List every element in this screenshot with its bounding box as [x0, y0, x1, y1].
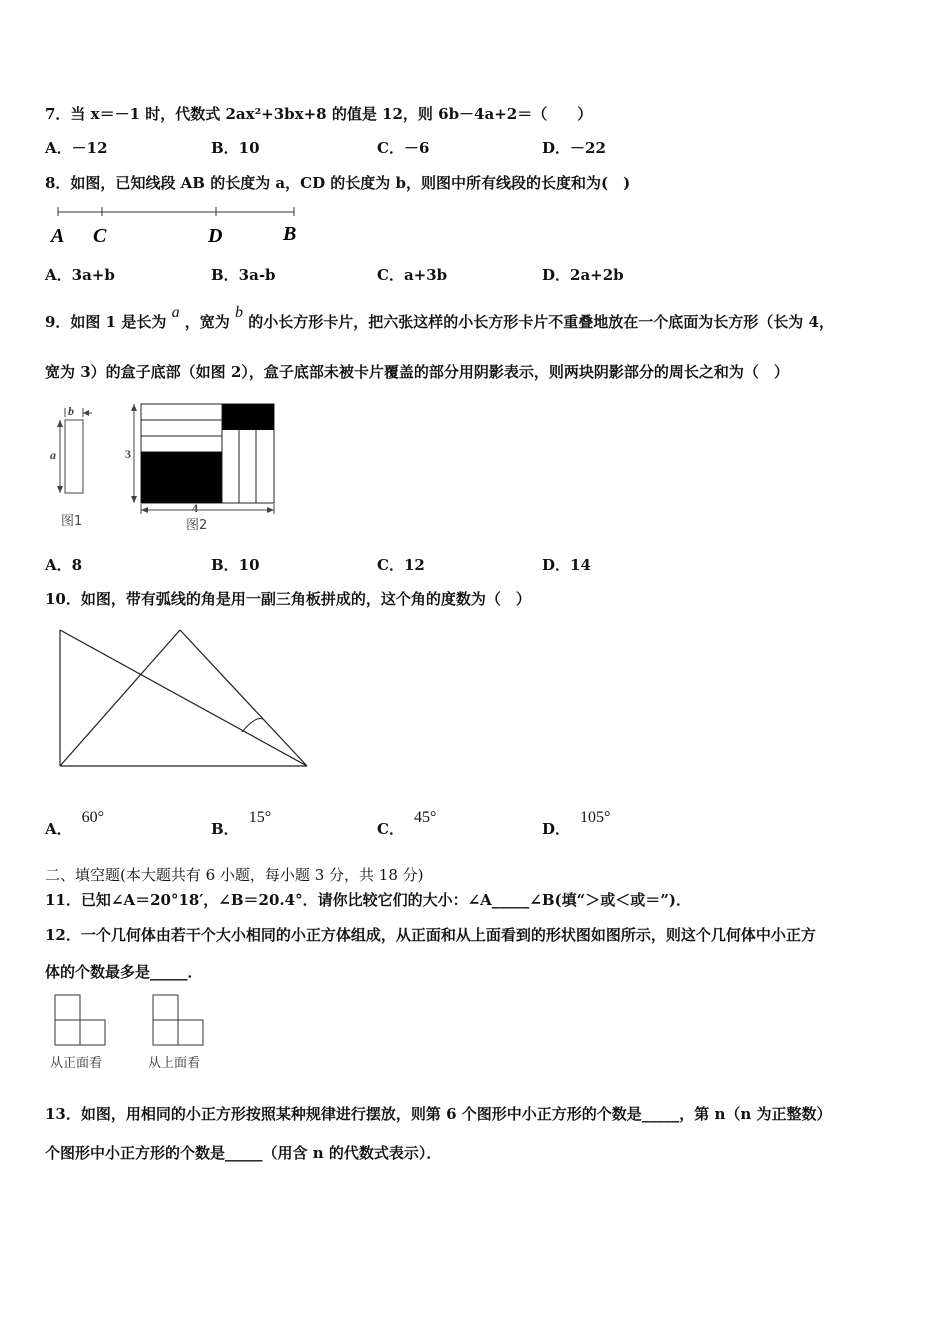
point-label-d: D	[208, 225, 223, 247]
question-12-stem-line1: 12．一个几何体由若干个大小相同的小正方体组成，从正面和从上面看到的形状图如图所示，则这个几何体中小正方	[45, 926, 816, 944]
fig1-caption: 图1	[61, 514, 83, 529]
segment-figure	[45, 200, 315, 250]
fig-label-3: 3	[125, 447, 131, 461]
fig2-caption: 图2	[186, 518, 208, 533]
q10-option-b-letter: B．	[211, 820, 239, 838]
q9-var-a: a	[171, 304, 180, 321]
q9-option-b: B．10	[211, 556, 260, 574]
question-11-stem: 11．已知∠A＝20°18′，∠B＝20.4°．请你比较它们的大小：∠A_____∠B(填“＞或＜或＝”)．	[45, 891, 691, 909]
q10-option-a	[45, 809, 105, 839]
point-label-c: C	[93, 225, 107, 247]
question-12-stem-line2: 体的个数最多是_____．	[45, 963, 203, 981]
q10-option-b	[211, 809, 272, 839]
q9-option-c: C．12	[377, 556, 425, 574]
question-8-stem: 8．如图，已知线段 AB 的长度为 a，CD 的长度为 b，则图中所有线段的长度和为( )	[45, 174, 631, 192]
q8-option-d: D．2a+2b	[542, 266, 624, 284]
q9-option-d: D．14	[542, 556, 591, 574]
question-9-stem-line2: 宽为 3）的盒子底部（如图 2），盒子底部未被卡片覆盖的部分用阴影表示，则两块阴影部分的周长之和为（ ）	[45, 363, 789, 381]
q10-option-d	[542, 809, 611, 839]
fig-label-4: 4	[192, 501, 198, 515]
q9-stem-part-a: 9．如图 1 是长为	[45, 313, 167, 331]
q7-option-b: B．10	[211, 139, 260, 157]
section-2-title: 二、填空题(本大题共有 6 小题，每小题 3 分，共 18 分)	[45, 866, 424, 884]
fig-label-b: b	[68, 404, 74, 418]
q9-stem-part-c: 的小长方形卡片，把六张这样的小长方形卡片不重叠地放在一个底面为长方形（长为 4，	[248, 313, 834, 331]
question-13-stem-line2: 个图形中小正方形的个数是_____（用含 n 的代数式表示）．	[45, 1144, 442, 1162]
q10-option-c	[377, 809, 437, 839]
q8-option-c: C．a+3b	[377, 266, 448, 284]
q10-option-a-value: 60°	[81, 809, 105, 826]
q10-option-c-letter: C．	[377, 820, 404, 838]
question-9-stem-line1	[45, 304, 834, 332]
cube-views-figure	[45, 990, 225, 1075]
q10-option-b-value: 15°	[248, 809, 272, 826]
q9-option-a: A．8	[45, 556, 83, 574]
q10-option-a-letter: A．	[45, 820, 72, 838]
question-10-stem: 10．如图，带有弧线的角是用一副三角板拼成的，这个角的度数为（ ）	[45, 590, 531, 608]
top-view-caption: 从上面看	[148, 1056, 201, 1071]
question-7-stem: 7．当 x＝－1 时，代数式 2ax²+3bx+8 的值是 12，则 6b－4a+2＝（ ）	[45, 105, 593, 123]
q7-option-c: C．－6	[377, 139, 430, 157]
q9-var-b: b	[235, 304, 244, 321]
q10-option-d-value: 105°	[580, 809, 611, 826]
front-view-caption: 从正面看	[50, 1056, 103, 1071]
fig-label-a: a	[50, 448, 56, 462]
box-figure-2	[120, 400, 290, 535]
q8-option-a: A．3a+b	[45, 266, 115, 284]
q9-stem-part-b: ，宽为	[184, 313, 230, 331]
triangle-figure	[45, 620, 325, 780]
point-label-b: B	[283, 223, 297, 245]
q7-option-d: D．－22	[542, 139, 606, 157]
q7-option-a: A．－12	[45, 139, 108, 157]
q10-option-d-letter: D．	[542, 820, 571, 838]
q8-option-b: B．3a-b	[211, 266, 276, 284]
question-13-stem-line1: 13．如图，用相同的小正方形按照某种规律进行摆放，则第 6 个图形中小正方形的个数是_____，第 n（n 为正整数）	[45, 1105, 832, 1123]
q10-option-c-value: 45°	[413, 809, 437, 826]
point-label-a: A	[51, 225, 65, 247]
